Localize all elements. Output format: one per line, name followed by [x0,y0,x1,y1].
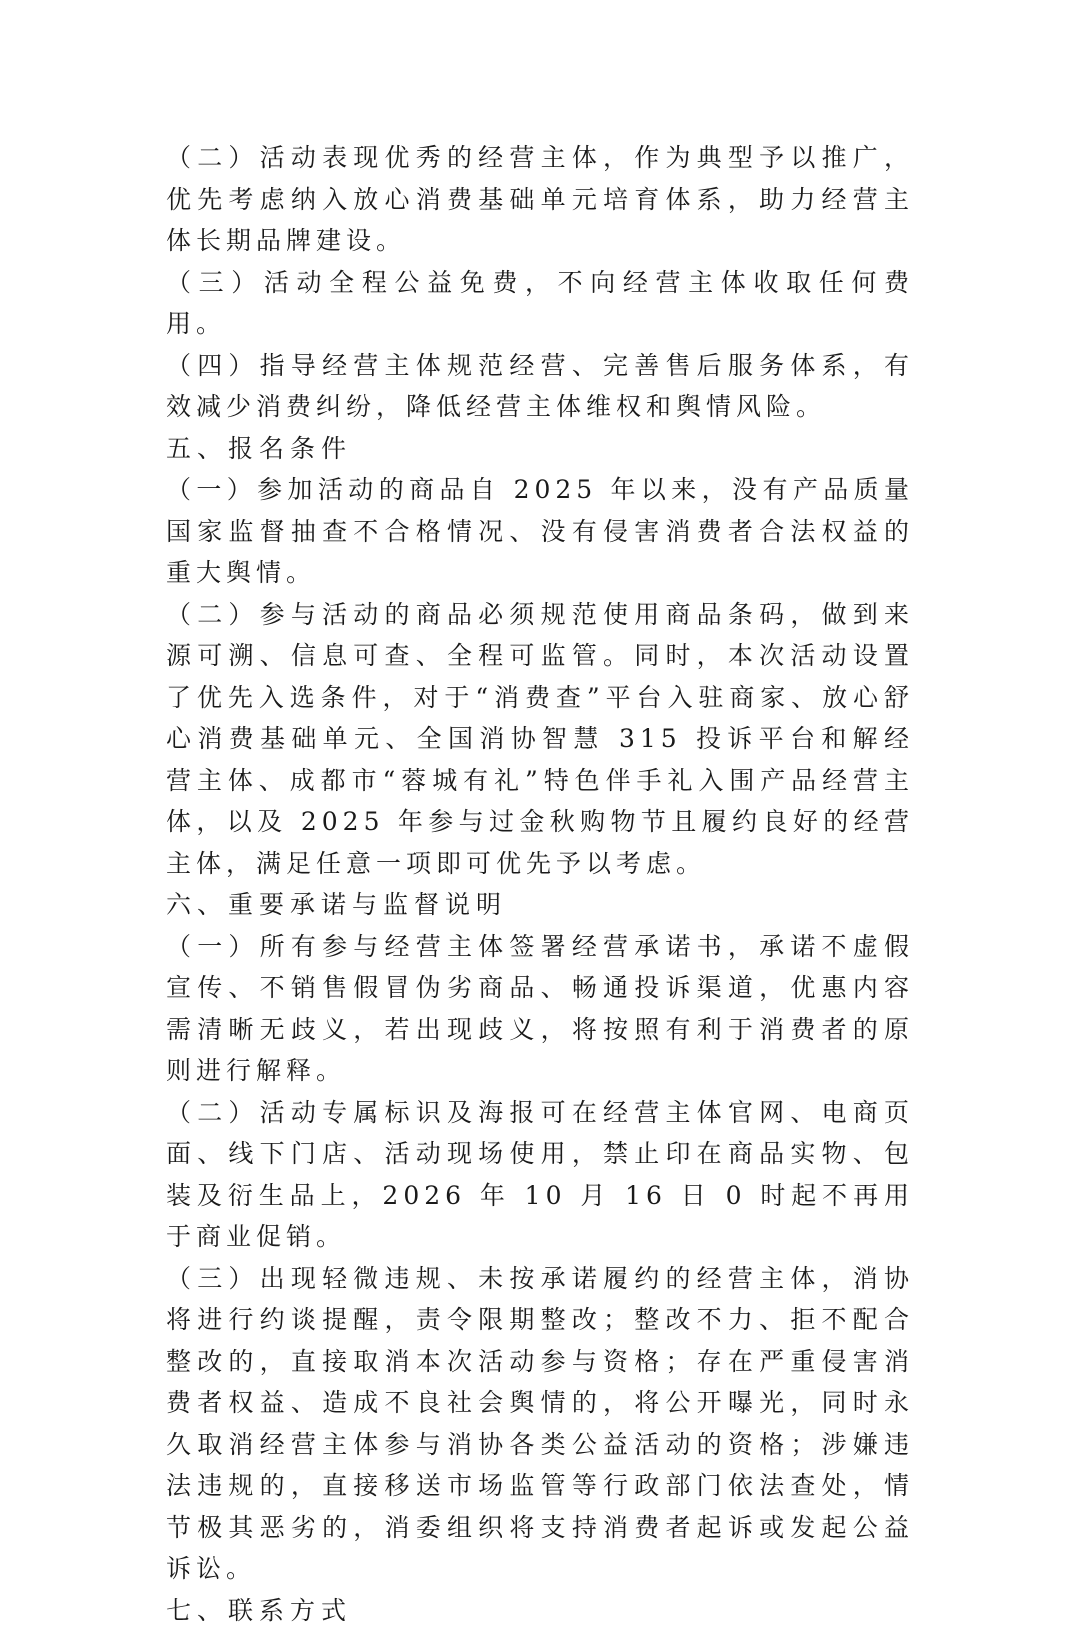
paragraph-benefit-4: （四）指导经营主体规范经营、完善售后服务体系，有效减少消费纠纷，降低经营主体维权和舆情风险。 [166,345,914,428]
paragraph-commitment-3: （三）出现轻微违规、未按承诺履约的经营主体，消协将进行约谈提醒，责令限期整改；整改不力、拒不配合整改的，直接取消本次活动参与资格；存在严重侵害消费者权益、造成不良社会舆情的，将公开曝光，同时永久取消经营主体参与消协各类公益活动的资格；涉嫌违法违规的，直接移送市场监管等行政部门依法查处，情节极其恶劣的，消委组织将支持消费者起诉或发起公益诉讼。 [166,1258,914,1590]
paragraph-benefit-3: （三）活动全程公益免费，不向经营主体收取任何费用。 [166,262,914,345]
section-heading-contact: 七、联系方式 [166,1590,914,1631]
paragraph-benefit-2: （二）活动表现优秀的经营主体，作为典型予以推广，优先考虑纳入放心消费基础单元培育体系，助力经营主体长期品牌建设。 [166,137,914,262]
section-heading-commitment: 六、重要承诺与监督说明 [166,884,914,926]
document-body [166,137,914,1631]
paragraph-condition-2: （二）参与活动的商品必须规范使用商品条码，做到来源可溯、信息可查、全程可监管。同时，本次活动设置了优先入选条件，对于“消费查”平台入驻商家、放心舒心消费基础单元、全国消协智慧 315 投诉平台和解经营主体、成都市“蓉城有礼”特色伴手礼入围产品经营主体，以及 2025 年参与过金秋购物节且履约良好的经营主体，满足任意一项即可优先予以考虑。 [166,594,914,885]
paragraph-commitment-2: （二）活动专属标识及海报可在经营主体官网、电商页面、线下门店、活动现场使用，禁止印在商品实物、包装及衍生品上，2026 年 10 月 16 日 0 时起不再用于商业促销。 [166,1092,914,1258]
paragraph-condition-1: （一）参加活动的商品自 2025 年以来，没有产品质量国家监督抽查不合格情况、没有侵害消费者合法权益的重大舆情。 [166,469,914,594]
paragraph-commitment-1: （一）所有参与经营主体签署经营承诺书，承诺不虚假宣传、不销售假冒伪劣商品、畅通投诉渠道，优惠内容需清晰无歧义，若出现歧义，将按照有利于消费者的原则进行解释。 [166,926,914,1092]
section-heading-registration: 五、报名条件 [166,428,914,470]
